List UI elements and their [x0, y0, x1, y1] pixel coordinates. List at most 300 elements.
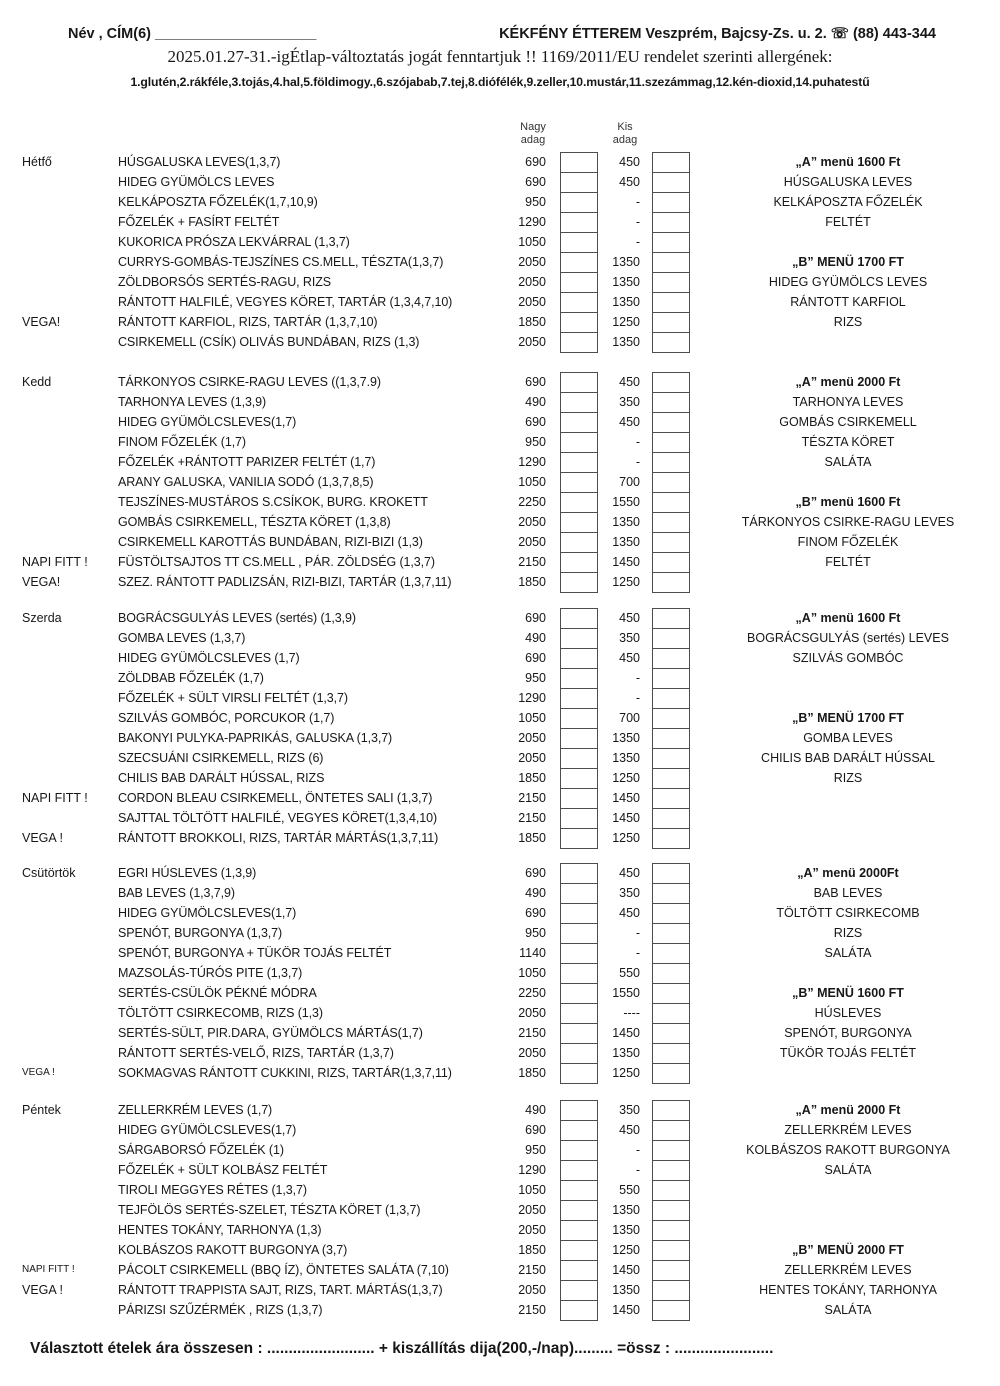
small-portion-order-box[interactable]: [652, 1063, 690, 1084]
dish-name: MAZSOLÁS-TÚRÓS PITE (1,3,7): [118, 966, 303, 980]
small-portion-order-box[interactable]: [652, 923, 690, 944]
small-portion-price: 1550: [612, 495, 640, 509]
dish-name: SZEZ. RÁNTOTT PADLIZSÁN, RIZI-BIZI, TARTÁR (1,3,7,11): [118, 575, 452, 589]
large-portion-price: 690: [525, 175, 546, 189]
small-portion-order-box[interactable]: [652, 768, 690, 789]
small-portion-order-box[interactable]: [652, 432, 690, 453]
small-portion-price: -: [635, 671, 640, 685]
large-portion-price: 690: [525, 155, 546, 169]
small-portion-price: 350: [619, 631, 640, 645]
small-portion-price: 450: [619, 906, 640, 920]
menu-course: HIDEG GYÜMÖLCS LEVES: [768, 275, 928, 289]
diet-tag: NAPI FITT !: [22, 555, 88, 569]
small-portion-order-box[interactable]: [652, 292, 690, 313]
menu-a-block: [702, 1100, 994, 1180]
small-portion-order-box[interactable]: [652, 372, 690, 393]
small-portion-price: 1350: [612, 535, 640, 549]
dish-name: TEJFÖLÖS SERTÉS-SZELET, TÉSZTA KÖRET (1,3,7): [118, 1203, 421, 1217]
menu-row: [0, 232, 1000, 252]
menu-title: „A” menü 2000Ft: [797, 866, 899, 880]
small-portion-order-box[interactable]: [652, 963, 690, 984]
small-portion-price: 1350: [612, 1223, 640, 1237]
small-portion-order-box[interactable]: [652, 608, 690, 629]
small-portion-price: ----: [623, 1006, 640, 1020]
diet-tag: NAPI FITT !: [22, 1264, 75, 1275]
dish-name: SZECSUÁNI CSIRKEMELL, RIZS (6): [118, 751, 324, 765]
dish-name: SOKMAGVAS RÁNTOTT CUKKINI, RIZS, TARTÁR(1,3,7,11): [118, 1066, 452, 1080]
menu-a-block: [702, 372, 994, 472]
dish-name: ARANY GALUSKA, VANILIA SODÓ (1,3,7,8,5): [118, 475, 374, 489]
small-portion-price: 1350: [612, 751, 640, 765]
dish-name: BAB LEVES (1,3,7,9): [118, 886, 235, 900]
small-portion-price: -: [635, 1163, 640, 1177]
small-portion-price: 1350: [612, 731, 640, 745]
menu-course: SALÁTA: [824, 1303, 872, 1317]
menu-course: RÁNTOTT KARFIOL: [790, 295, 906, 309]
small-portion-price: 450: [619, 155, 640, 169]
dish-name: RÁNTOTT BROKKOLI, RIZS, TARTÁR MÁRTÁS(1,3,7,11): [118, 831, 439, 845]
menu-row: [0, 788, 1000, 808]
small-portion-price: -: [635, 926, 640, 940]
small-portion-price: 1450: [612, 1303, 640, 1317]
small-portion-price: 1450: [612, 811, 640, 825]
small-portion-price: 1350: [612, 335, 640, 349]
dish-name: PÁRIZSI SZŰZÉRMÉK , RIZS (1,3,7): [118, 1303, 323, 1317]
small-portion-price: 700: [619, 711, 640, 725]
menu-b-block: [702, 252, 994, 332]
large-portion-price: 2150: [518, 1026, 546, 1040]
menu-course: FINOM FŐZELÉK: [797, 535, 899, 549]
menu-row: [0, 572, 1000, 592]
small-portion-order-box[interactable]: [652, 312, 690, 333]
menu-course: HÚSLEVES: [814, 1006, 882, 1020]
dish-name: KELKÁPOSZTA FŐZELÉK(1,7,10,9): [118, 195, 318, 209]
small-portion-order-box[interactable]: [652, 572, 690, 593]
large-portion-price: 950: [525, 195, 546, 209]
dish-name: FÜSTÖLTSAJTOS TT CS.MELL , PÁR. ZÖLDSÉG (1,3,7): [118, 555, 435, 569]
menu-row: [0, 1063, 1000, 1083]
dish-name: KUKORICA PRÓSZA LEKVÁRRAL (1,3,7): [118, 235, 350, 249]
dish-name: FŐZELÉK + SÜLT VIRSLI FELTÉT (1,3,7): [118, 691, 348, 705]
small-portion-order-box[interactable]: [652, 412, 690, 433]
dish-name: CSIRKEMELL KAROTTÁS BUNDÁBAN, RIZI-BIZI (1,3): [118, 535, 423, 549]
large-portion-price: 1290: [518, 455, 546, 469]
large-portion-price: 1850: [518, 315, 546, 329]
menu-course: BAB LEVES: [813, 886, 883, 900]
small-portion-price: -: [635, 435, 640, 449]
small-portion-order-box[interactable]: [652, 152, 690, 173]
large-portion-price: 950: [525, 435, 546, 449]
small-portion-order-box[interactable]: [652, 1043, 690, 1064]
menu-row: [0, 1200, 1000, 1220]
large-portion-price: 690: [525, 651, 546, 665]
small-portion-order-box[interactable]: [652, 192, 690, 213]
small-portion-price: 1450: [612, 1263, 640, 1277]
large-portion-price: 2050: [518, 1223, 546, 1237]
small-portion-price: 1250: [612, 831, 640, 845]
dish-name: BOGRÁCSGULYÁS LEVES (sertés) (1,3,9): [118, 611, 356, 625]
dish-name: RÁNTOTT KARFIOL, RIZS, TARTÁR (1,3,7,10): [118, 315, 378, 329]
dish-name: RÁNTOTT HALFILÉ, VEGYES KÖRET, TARTÁR (1,3,4,7,10): [118, 295, 453, 309]
menu-row: [0, 1220, 1000, 1240]
large-portion-price: 950: [525, 1143, 546, 1157]
menu-course: RIZS: [833, 315, 863, 329]
large-portion-price: 1290: [518, 1163, 546, 1177]
allergen-list: 1.glutén,2.rákféle,3.tojás,4.hal,5.földimogy.,6.szójabab,7.tej,8.diófélék,9.zeller,10.mustár,11.szezámmag,12.kén-dioxid,14.puhatestű: [130, 75, 870, 89]
dish-name: ZÖLDBAB FŐZELÉK (1,7): [118, 671, 264, 685]
small-portion-order-box[interactable]: [652, 863, 690, 884]
large-portion-price: 950: [525, 671, 546, 685]
small-portion-order-box[interactable]: [652, 232, 690, 253]
menu-title: „B” MENÜ 1600 FT: [792, 986, 904, 1000]
small-portion-order-box[interactable]: [652, 1160, 690, 1181]
large-portion-price: 2050: [518, 255, 546, 269]
small-portion-order-box[interactable]: [652, 1180, 690, 1201]
menu-title: „A” menü 1600 Ft: [795, 611, 901, 625]
dish-name: FINOM FŐZELÉK (1,7): [118, 435, 246, 449]
menu-b-block: [702, 1240, 994, 1320]
small-portion-price: -: [635, 1143, 640, 1157]
small-portion-price: -: [635, 691, 640, 705]
large-portion-price: 490: [525, 631, 546, 645]
diet-tag: NAPI FITT !: [22, 791, 88, 805]
menu-title: „B” MENÜ 1700 FT: [792, 255, 904, 269]
menu-course: HENTES TOKÁNY, TARHONYA: [759, 1283, 937, 1297]
dish-name: FŐZELÉK + SÜLT KOLBÁSZ FELTÉT: [118, 1163, 328, 1177]
small-portion-price: 350: [619, 1103, 640, 1117]
small-portion-price: 1350: [612, 275, 640, 289]
small-portion-order-box[interactable]: [652, 1300, 690, 1321]
small-portion-price: 450: [619, 866, 640, 880]
dish-name: GOMBÁS CSIRKEMELL, TÉSZTA KÖRET (1,3,8): [118, 515, 391, 529]
large-portion-price: 1850: [518, 1243, 546, 1257]
small-portion-order-box[interactable]: [652, 392, 690, 413]
restaurant-title: [499, 26, 936, 42]
large-portion-price: 690: [525, 415, 546, 429]
dish-name: TEJSZÍNES-MUSTÁROS S.CSÍKOK, BURG. KROKETT: [118, 495, 428, 509]
phone-number: (88) 443-344: [852, 26, 936, 42]
dish-name: EGRI HÚSLEVES (1,3,9): [118, 866, 257, 880]
small-portion-price: 1350: [612, 1046, 640, 1060]
large-portion-price: 2150: [518, 811, 546, 825]
dish-name: SAJTTAL TÖLTÖTT HALFILÉ, VEGYES KÖRET(1,3,4,10): [118, 811, 438, 825]
menu-row: [0, 668, 1000, 688]
diet-tag: VEGA!: [22, 315, 61, 329]
large-portion-price: 2150: [518, 1303, 546, 1317]
menu-course: SALÁTA: [824, 455, 872, 469]
diet-tag: VEGA!: [22, 575, 61, 589]
dish-name: ZELLERKRÉM LEVES (1,7): [118, 1103, 273, 1117]
small-portion-order-box[interactable]: [652, 212, 690, 233]
dish-name: SERTÉS-SÜLT, PIR.DARA, GYÜMÖLCS MÁRTÁS(1,7): [118, 1026, 423, 1040]
menu-course: BOGRÁCSGULYÁS (sertés) LEVES: [747, 631, 949, 645]
small-portion-order-box[interactable]: [652, 1200, 690, 1221]
small-portion-price: 1450: [612, 1026, 640, 1040]
menu-row: [0, 688, 1000, 708]
menu-course: SPENÓT, BURGONYA: [784, 1026, 912, 1040]
small-portion-order-box[interactable]: [652, 1140, 690, 1161]
diet-tag: VEGA !: [22, 1283, 63, 1297]
small-portion-order-box[interactable]: [652, 1023, 690, 1044]
small-portion-order-box[interactable]: [652, 1003, 690, 1024]
order-total-line: Választott ételek ára összesen : ......................... + kiszállítás dija(200,-/nap)......... =össz : .......................: [30, 1340, 774, 1357]
small-portion-order-box[interactable]: [652, 332, 690, 353]
small-portion-order-box[interactable]: [652, 1240, 690, 1261]
day-name: Péntek: [22, 1103, 61, 1117]
small-portion-order-box[interactable]: [652, 748, 690, 769]
menu-title: „A” menü 2000 Ft: [795, 375, 901, 389]
small-portion-price: 450: [619, 375, 640, 389]
dish-name: FŐZELÉK +RÁNTOTT PARIZER FELTÉT (1,7): [118, 455, 376, 469]
large-portion-price: 2050: [518, 515, 546, 529]
diet-tag: VEGA !: [22, 831, 63, 845]
large-portion-price: 2150: [518, 1263, 546, 1277]
small-portion-order-box[interactable]: [652, 808, 690, 829]
small-portion-price: -: [635, 195, 640, 209]
small-portion-price: 350: [619, 886, 640, 900]
large-portion-price: 490: [525, 395, 546, 409]
dish-name: FŐZELÉK + FASÍRT FELTÉT: [118, 215, 280, 229]
small-portion-order-box[interactable]: [652, 472, 690, 493]
menu-row: [0, 963, 1000, 983]
large-portion-price: 2050: [518, 1203, 546, 1217]
large-portion-price: 1140: [519, 946, 546, 960]
large-portion-price: 1290: [518, 691, 546, 705]
menu-course: TARHONYA LEVES: [792, 395, 904, 409]
large-portion-price: 2050: [518, 1046, 546, 1060]
menu-course: RIZS: [833, 771, 863, 785]
large-portion-price: 1050: [518, 235, 546, 249]
small-portion-price: -: [635, 455, 640, 469]
small-portion-price: 1250: [612, 575, 640, 589]
large-portion-price: 2250: [518, 986, 546, 1000]
small-portion-order-box[interactable]: [652, 532, 690, 553]
menu-course: SALÁTA: [824, 1163, 872, 1177]
small-portion-price: 1450: [612, 791, 640, 805]
dish-name: CSIRKEMELL (CSÍK) OLIVÁS BUNDÁBAN, RIZS (1,3): [118, 335, 420, 349]
menu-a-block: [702, 863, 994, 963]
dish-name: HIDEG GYÜMÖLCS LEVES: [118, 175, 275, 189]
small-portion-price: 1350: [612, 1203, 640, 1217]
dish-name: SERTÉS-CSÜLÖK PÉKNÉ MÓDRA: [118, 986, 317, 1000]
large-portion-price: 2050: [518, 751, 546, 765]
large-portion-price: 490: [525, 886, 546, 900]
menu-course: GOMBA LEVES: [803, 731, 893, 745]
menu-course: TÖLTÖTT CSIRKECOMB: [776, 906, 920, 920]
small-portion-order-box[interactable]: [652, 728, 690, 749]
menu-course: TÁRKONYOS CSIRKE-RAGU LEVES: [741, 515, 955, 529]
dish-name: GOMBA LEVES (1,3,7): [118, 631, 246, 645]
small-portion-order-box[interactable]: [652, 492, 690, 513]
dish-name: TÖLTÖTT CSIRKECOMB, RIZS (1,3): [118, 1006, 323, 1020]
name-address-blank[interactable]: Név , CÍM(6) ____________________: [68, 26, 317, 42]
small-portion-price: 450: [619, 611, 640, 625]
small-portion-price: -: [635, 235, 640, 249]
small-portion-order-box[interactable]: [652, 172, 690, 193]
header-line: [68, 26, 936, 42]
menu-course: SZILVÁS GOMBÓC: [792, 651, 904, 665]
dish-name: CURRYS-GOMBÁS-TEJSZÍNES CS.MELL, TÉSZTA(1,3,7): [118, 255, 444, 269]
menu-row: [0, 808, 1000, 828]
menu-course: KOLBÁSZOS RAKOTT BURGONYA: [746, 1143, 950, 1157]
large-portion-price: 690: [525, 866, 546, 880]
small-portion-order-box[interactable]: [652, 903, 690, 924]
menu-title: „B” MENÜ 1700 FT: [792, 711, 904, 725]
small-portion-price: 1350: [612, 1283, 640, 1297]
menu-title: „A” menü 2000 Ft: [795, 1103, 901, 1117]
large-portion-price: 2050: [518, 1006, 546, 1020]
menu-b-block: [702, 708, 994, 788]
small-portion-order-box[interactable]: [652, 648, 690, 669]
small-portion-order-box[interactable]: [652, 552, 690, 573]
menu-course: HÚSGALUSKA LEVES: [783, 175, 913, 189]
small-portion-price: 1350: [612, 255, 640, 269]
menu-course: GOMBÁS CSIRKEMELL: [779, 415, 917, 429]
menu-b-block: [702, 983, 994, 1063]
dish-name: HÚSGALUSKA LEVES(1,3,7): [118, 155, 281, 169]
large-portion-price: 1050: [518, 711, 546, 725]
dish-name: SÁRGABORSÓ FŐZELÉK (1): [118, 1143, 284, 1157]
large-portion-price: 1850: [518, 831, 546, 845]
small-portion-price: -: [635, 215, 640, 229]
small-portion-order-box[interactable]: [652, 1280, 690, 1301]
diet-tag: VEGA !: [22, 1067, 55, 1078]
dish-name: KOLBÁSZOS RAKOTT BURGONYA (3,7): [118, 1243, 348, 1257]
small-portion-price: 1250: [612, 1243, 640, 1257]
menu-title: „A” menü 1600 Ft: [795, 155, 901, 169]
menu-a-block: [702, 152, 994, 232]
menu-row: [0, 332, 1000, 352]
large-portion-price: 1290: [518, 215, 546, 229]
menu-course: TÉSZTA KÖRET: [801, 435, 895, 449]
small-portion-order-box[interactable]: [652, 252, 690, 273]
large-portion-price: 2050: [518, 275, 546, 289]
small-portion-order-box[interactable]: [652, 983, 690, 1004]
small-portion-order-box[interactable]: [652, 708, 690, 729]
dish-name: HENTES TOKÁNY, TARHONYA (1,3): [118, 1223, 322, 1237]
large-portion-price: 690: [525, 611, 546, 625]
large-portion-price: 2050: [518, 731, 546, 745]
small-portion-price: 1250: [612, 315, 640, 329]
small-portion-order-box[interactable]: [652, 272, 690, 293]
menu-course: ZELLERKRÉM LEVES: [784, 1123, 912, 1137]
menu-course: RIZS: [833, 926, 863, 940]
menu-course: SALÁTA: [824, 946, 872, 960]
dish-name: BAKONYI PULYKA-PAPRIKÁS, GALUSKA (1,3,7): [118, 731, 393, 745]
dish-name: ZÖLDBORSÓS SERTÉS-RAGU, RIZS: [118, 275, 331, 289]
day-name: Hétfő: [22, 155, 52, 169]
small-portion-price: 450: [619, 175, 640, 189]
dish-name: CORDON BLEAU CSIRKEMELL, ÖNTETES SALI (1,3,7): [118, 791, 433, 805]
menu-course: TÜKÖR TOJÁS FELTÉT: [779, 1046, 917, 1060]
menu-row: [0, 1180, 1000, 1200]
dish-name: CHILIS BAB DARÁLT HÚSSAL, RIZS: [118, 771, 325, 785]
small-portion-price: 550: [619, 966, 640, 980]
large-portion-price: 950: [525, 926, 546, 940]
dish-name: RÁNTOTT SERTÉS-VELŐ, RIZS, TARTÁR (1,3,7): [118, 1046, 394, 1060]
day-name: Szerda: [22, 611, 62, 625]
large-portion-price: 2050: [518, 1283, 546, 1297]
validity-notice: 2025.01.27-31.-igÉtlap-változtatás jogát fenntartjuk !! 1169/2011/EU rendelet szerinti allergének:: [167, 47, 833, 66]
small-portion-price: 1550: [612, 986, 640, 1000]
small-portion-order-box[interactable]: [652, 688, 690, 709]
large-portion-price: 690: [525, 1123, 546, 1137]
small-portion-order-box[interactable]: [652, 883, 690, 904]
small-portion-order-box[interactable]: [652, 788, 690, 809]
menu-course: CHILIS BAB DARÁLT HÚSSAL: [761, 751, 935, 765]
large-portion-price: 2250: [518, 495, 546, 509]
small-portion-order-box[interactable]: [652, 943, 690, 964]
small-portion-order-box[interactable]: [652, 452, 690, 473]
large-portion-price: 2050: [518, 295, 546, 309]
dish-name: SPENÓT, BURGONYA + TÜKÖR TOJÁS FELTÉT: [118, 946, 392, 960]
large-portion-price: 490: [525, 1103, 546, 1117]
small-portion-price: 350: [619, 395, 640, 409]
large-portion-price: 1050: [518, 475, 546, 489]
small-portion-price: 450: [619, 1123, 640, 1137]
large-portion-price: 2050: [518, 535, 546, 549]
small-portion-price: 1250: [612, 771, 640, 785]
dish-name: HIDEG GYÜMÖLCSLEVES(1,7): [118, 415, 297, 429]
small-portion-order-box[interactable]: [652, 628, 690, 649]
large-portion-price: 1850: [518, 1066, 546, 1080]
small-portion-price: 450: [619, 651, 640, 665]
dish-name: PÁCOLT CSIRKEMELL (BBQ ÍZ), ÖNTETES SALÁTA (7,10): [118, 1263, 449, 1277]
small-portion-order-box[interactable]: [652, 1220, 690, 1241]
menu-a-block: [702, 608, 994, 668]
small-portion-order-box[interactable]: [652, 1260, 690, 1281]
small-portion-price: 700: [619, 475, 640, 489]
column-header-small-portion: Kis adag: [612, 121, 638, 146]
dish-name: HIDEG GYÜMÖLCSLEVES (1,7): [118, 651, 300, 665]
menu-title: „B” menü 1600 Ft: [795, 495, 901, 509]
small-portion-price: 1250: [612, 1066, 640, 1080]
small-portion-price: 1450: [612, 555, 640, 569]
large-portion-price: 1850: [518, 771, 546, 785]
large-portion-price: 1050: [518, 966, 546, 980]
menu-row: [0, 472, 1000, 492]
restaurant-name: KÉKFÉNY ÉTTEREM Veszprém, Bajcsy-Zs. u. 2.: [499, 26, 827, 42]
large-portion-price: 690: [525, 906, 546, 920]
large-portion-price: 1850: [518, 575, 546, 589]
large-portion-price: 2150: [518, 791, 546, 805]
phone-icon: ☏: [830, 26, 849, 42]
small-portion-order-box[interactable]: [652, 668, 690, 689]
small-portion-order-box[interactable]: [652, 512, 690, 533]
dish-name: SPENÓT, BURGONYA (1,3,7): [118, 926, 283, 940]
small-portion-price: 1350: [612, 295, 640, 309]
column-header-large-portion: Nagy adag: [520, 121, 546, 146]
day-name: Kedd: [22, 375, 52, 389]
large-portion-price: 2050: [518, 335, 546, 349]
menu-course: FELTÉT: [825, 215, 871, 229]
small-portion-price: 550: [619, 1183, 640, 1197]
menu-row: [0, 828, 1000, 848]
large-portion-price: 1050: [518, 1183, 546, 1197]
dish-name: TÁRKONYOS CSIRKE-RAGU LEVES ((1,3,7.9): [118, 375, 381, 389]
menu-course: FELTÉT: [825, 555, 871, 569]
menu-title: „B” MENÜ 2000 FT: [792, 1243, 904, 1257]
small-portion-order-box[interactable]: [652, 1120, 690, 1141]
small-portion-price: 1350: [612, 515, 640, 529]
day-name: Csütörtök: [22, 866, 76, 880]
small-portion-order-box[interactable]: [652, 1100, 690, 1121]
small-portion-order-box[interactable]: [652, 828, 690, 849]
menu-course: ZELLERKRÉM LEVES: [784, 1263, 912, 1277]
dish-name: RÁNTOTT TRAPPISTA SAJT, RIZS, TART. MÁRTÁS(1,3,7): [118, 1283, 443, 1297]
dish-name: HIDEG GYÜMÖLCSLEVES(1,7): [118, 1123, 297, 1137]
menu-b-block: [702, 492, 994, 572]
